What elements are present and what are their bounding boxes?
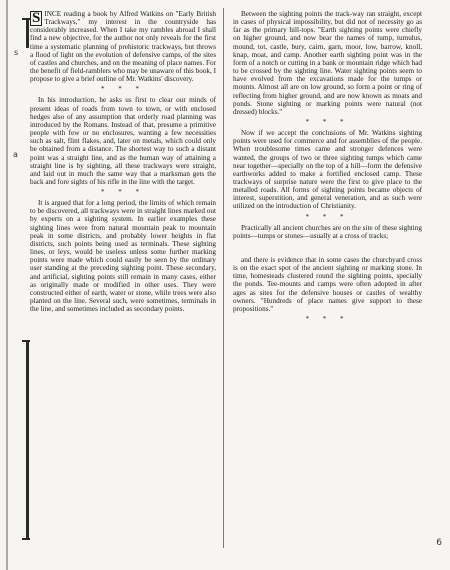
section-separator: * * *	[101, 85, 145, 94]
section-separator: * * *	[305, 118, 350, 127]
paragraph-sighting-points: Between the sighting points the track-way ran straight, except in cases of physical impossibility, but did not of necessity go as far as the primary hill-tops. "Earth sighting points were chiefly on higher ground, and now bear the names of tump, tumulus, mound, tot, castle, bury, cairn, garn, moor, low, barrow, knoll, knap, moat, and camp. Another earth sighting point was in the form of a notch or cutting in a bank or mountain ridge which had to be crossed by the sighting line. Water sighting points seem to have evolved from the excavations made for the tumps or mounts. Almost all are on low ground, so form a point or ring of reflecting from higher ground, and are now known as moats and ponds. Stone sighting or marking points were natural (not dressed) blocks."	[233, 10, 422, 116]
paragraph-churches: Practically all ancient churches are on the site of these sighting points—tumps or stones—usually at a cross of tracks;	[233, 223, 422, 240]
drop-cap: S	[32, 10, 41, 26]
margin-mark-mid: a	[13, 150, 18, 159]
paragraph-intro-text: INCE reading a book by Alfred Watkins on "Early British Trackways," my interest in the countryside has considerably increased. When I take my rambles abroad I shall find a new objective, for the author not only reveals for the first time a systematic planning of prehistoric trackways, but throws a flood of light on the evolution of defensive camps, of the sites of castles and churches, and on the meaning of place names. For the benefit of field-ramblers who may be unaware of this book, I propose to give a brief outline of Mr. Watkins' discovery.	[30, 10, 217, 84]
left-column	[30, 10, 216, 315]
margin-bracket	[26, 18, 29, 48]
paragraph-sighting-system: It is argued that for a long period, the limits of which remain to be discovered, all trackways were in straight lines marked out by experts on a sighting system. In earlier examples these sighting lines were from natural mountain peak to mountain peak in some districts, and probably lower heights in flat districts, such points being used as terminals. These sighting lines, or leys, would be useless unless some further marking points were made which could easily be seen by the ordinary user standing at the preceding sighting point. These secondary, and artificial, sighting points still remain in many cases, either as originally made or modified in other uses. They were constructed either of earth, water or stone, while trees were also planted on the line. Several such, were sometimes, terminals in the line, and sometimes included as secondary points.	[30, 199, 216, 314]
paragraph-introduction-summary: In his introduction, he asks us first to clear our minds of present ideas of roads from town to town, or with enclosed hedges also of any assumption that orderly road planning was introduced by the Romans. Instead of that, presume a primitive people with few or no enclosures, wanting a few necessities such as salt, flint flakes, and, later on metals, which could only be obtained from a distance. The shortest way to such a distant point was a straight line, and as the human way of attaining a straight line is by sighting, all these trackways were straight, and laid out in much the same way that a marksman gets the back and fore sights of his rifle in the line with the target.	[30, 96, 216, 186]
paragraph-conclusions: Now if we accept the conclusions of Mr. Watkins sighting points were used for commerce and for assemblies of the people. When troublesome times came and stronger defences were wanted, the groups of two or three sighting tumps which came near together—specially on the top of a hill—form the defensive earthworks added to make a fortified enclosed camp. These trackways of surprise nature were the first to give place to the metalled roads. All forms of sighting points became objects of interest, superstition, and general veneration, and as such were utilized on the introduction of Christianity.	[233, 129, 422, 211]
page-edge-shadow	[6, 0, 8, 570]
margin-tick	[22, 340, 30, 342]
page-number: 6	[436, 538, 442, 548]
column-divider	[223, 8, 224, 548]
margin-tick	[22, 538, 30, 540]
margin-bracket	[26, 340, 29, 540]
column-gap	[233, 242, 422, 256]
section-separator: * * *	[305, 212, 350, 221]
section-separator: * * *	[305, 315, 350, 323]
paragraph-intro	[30, 10, 216, 83]
margin-tick	[22, 18, 30, 20]
section-separator: * * *	[101, 188, 145, 197]
paragraph-churchyard-cross: and there is evidence that in some cases the churchyard cross is on the exact spot of the ancient sighting or marking stone. In time, homesteads clustered round the sighting points, specially the ponds. Tee-mounts and camps were often adopted in after ages as sites for the defensive houses or castles of wealthy owners. "Hundreds of place names give support to these propositions."	[233, 255, 422, 313]
right-column	[233, 10, 422, 326]
margin-mark-top: s	[14, 48, 19, 57]
